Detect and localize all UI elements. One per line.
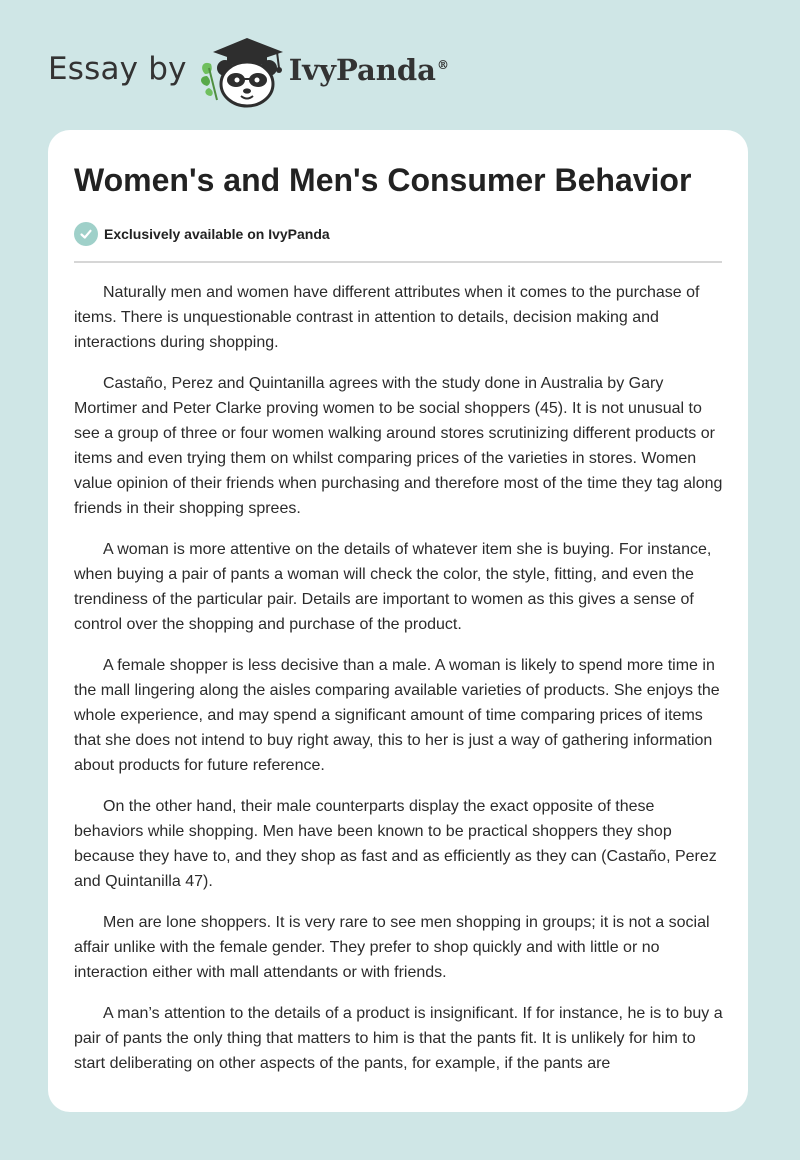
registered-mark: ®	[436, 58, 449, 73]
paragraph: A woman is more attentive on the details of whatever item she is buying. For instance, when buying a pair of pants a woman will check the color, the style, fitting, and even the trendiness of the particular pair. Details are important to women as this gives a sense of control over the shopping and purchase of the product.	[74, 541, 712, 633]
site-header	[48, 34, 449, 110]
essay-card	[48, 130, 748, 1112]
paragraph: Naturally men and women have different attributes when it comes to the purchase of items. There is unquestionable contrast in attention to details, decision making and interactions during shopping.	[74, 284, 700, 351]
exclusive-badge	[74, 222, 330, 246]
paragraph: Castaño, Perez and Quintanilla agrees with the study done in Australia by Gary Mortimer and Peter Clarke proving women to be social shoppers (45). It is not unusual to see a group of three or four women walking around stores scrutinizing different products or items and even trying them on whilst comparing prices of the varieties in stores. Women value opinion of their friends when purchasing and therefore most of the time they tag along friends in their shopping sprees.	[74, 375, 723, 517]
exclusive-label: Exclusively available on IvyPanda	[104, 226, 330, 242]
essay-by-label: Essay by	[48, 51, 187, 87]
paragraph: A man’s attention to the details of a product is insignificant. If for instance, he is to buy a pair of pants the only thing that matters to him is that the pants fit. It is unlikely for him to start deliberating on other aspects of the pants, for example, if the pants are	[74, 1005, 723, 1072]
essay-title: Women's and Men's Consumer Behavior	[74, 162, 692, 198]
divider	[74, 261, 722, 263]
essay-body	[74, 280, 724, 1092]
check-icon	[74, 222, 98, 246]
panda-mascot-icon	[197, 34, 289, 110]
ivypanda-logo-text	[289, 53, 449, 87]
paragraph: On the other hand, their male counterparts display the exact opposite of these behaviors while shopping. Men have been known to be practical shoppers they shop because they have to, and they shop as fast and as efficiently as they can (Castaño, Perez and Quintanilla 47).	[74, 798, 717, 890]
paragraph: A female shopper is less decisive than a male. A woman is likely to spend more time in the mall lingering along the aisles comparing available varieties of products. She enjoys the whole experience, and may spend a significant amount of time comparing prices of items that she does not intend to buy right away, this to her is just a way of gathering information about products for future reference.	[74, 657, 720, 774]
paragraph: Men are lone shoppers. It is very rare to see men shopping in groups; it is not a social affair unlike with the female gender. They prefer to shop quickly and with little or no interaction either with mall attendants or with friends.	[74, 914, 710, 981]
brand-name: IvyPanda	[288, 53, 436, 87]
